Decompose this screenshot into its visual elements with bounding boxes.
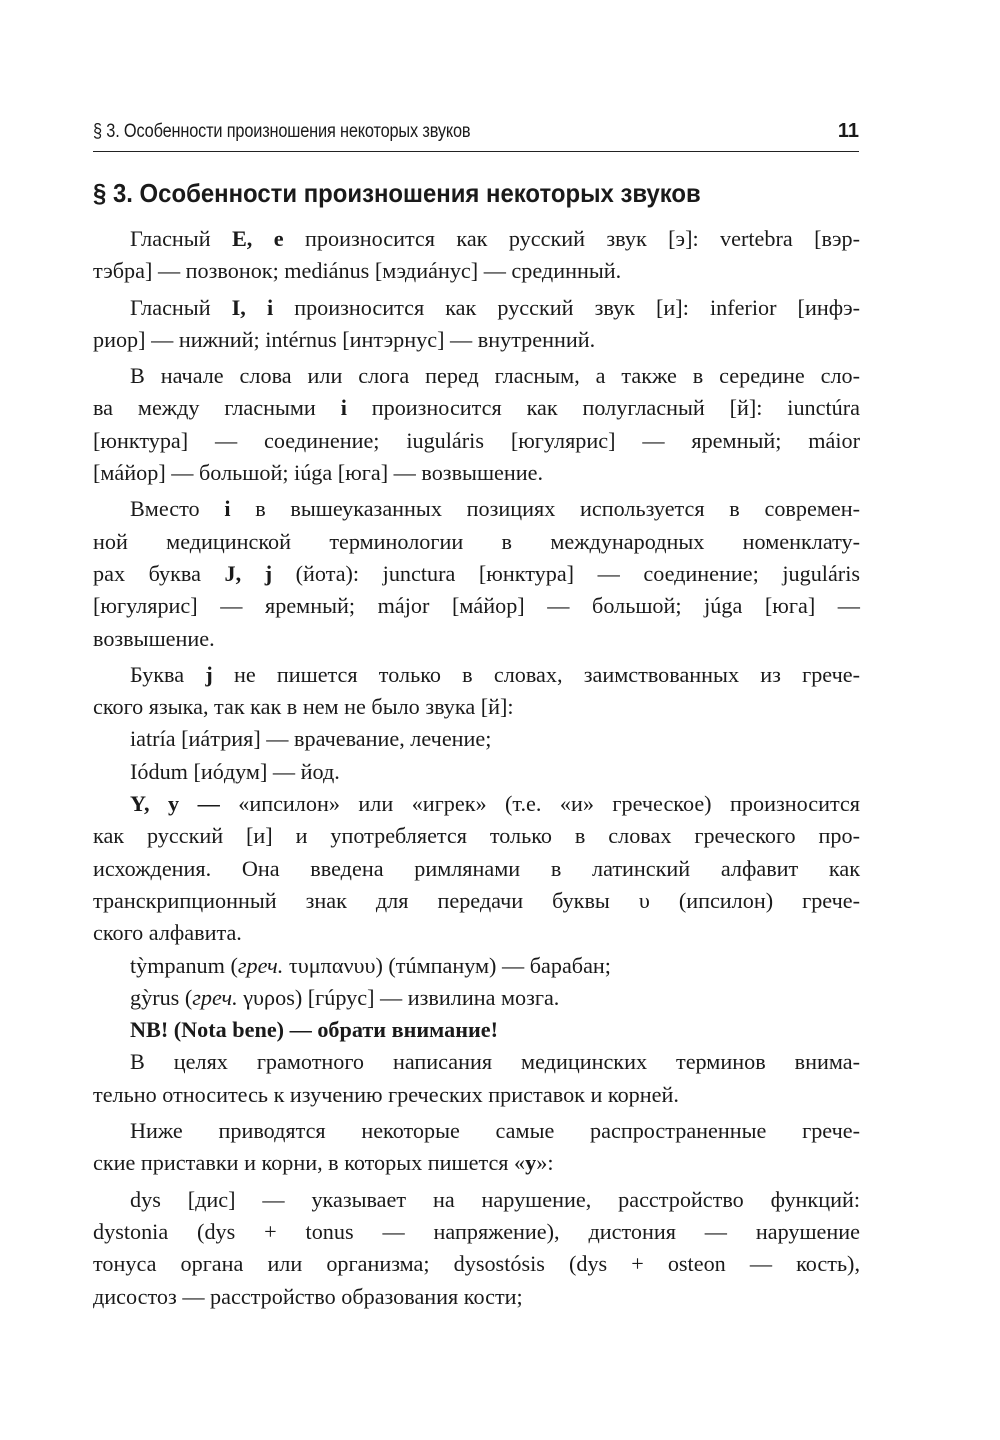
text-run: ной медицинской терминологии в международных номенклату- (93, 528, 860, 554)
text-line (93, 590, 860, 622)
body-text (93, 223, 860, 1313)
text-line (93, 1014, 860, 1046)
text-line (93, 392, 860, 424)
text-run: произносится как полугласный [й]: iunctúra (346, 395, 860, 421)
text-line (93, 723, 860, 755)
text-line (93, 1248, 860, 1280)
text-line (93, 691, 860, 723)
text-run: «ипсилон» или «игрек» (т.е. «и» греческое) произносится (219, 791, 860, 817)
bold-term: y (525, 1150, 537, 1176)
text-line (93, 457, 860, 489)
text-line (93, 982, 860, 1014)
text-run: gỳrus ( (130, 984, 193, 1010)
text-line (93, 1184, 860, 1216)
text-run: [юнктура] — соединение; iuguláris [югулярис] — яремный; máior (93, 427, 860, 453)
bold-term: E, e (232, 226, 284, 251)
text-run: [мáйор] — большой; iúga [юга] — возвышение. (93, 460, 544, 486)
text-line (93, 1079, 860, 1111)
text-line (93, 360, 860, 392)
text-line (93, 1216, 860, 1248)
bold-term: J, j (224, 560, 273, 586)
bold-term: i (340, 395, 347, 421)
bold-term: I, i (231, 294, 274, 320)
text-run: Ниже приводятся некоторые самые распространенные грече- (130, 1118, 860, 1144)
text-line (93, 1046, 860, 1078)
text-line (93, 1115, 860, 1147)
text-run: Вместо (130, 496, 225, 522)
text-run: рах буква (93, 560, 225, 586)
text-run: возвышение. (93, 625, 215, 651)
text-run: iatría [иáтрия] — врачевание, лечение; (130, 726, 492, 752)
text-run: γυρos) [гúрус] — извилина мозга. (237, 984, 560, 1010)
text-line (93, 756, 860, 788)
bold-term: NB! (Nota bene) — обрати внимание! (130, 1017, 499, 1043)
text-run: »: (536, 1150, 554, 1176)
text-line (93, 324, 860, 356)
text-run: В начале слова или слога перед гласным, а также в середине сло- (130, 363, 860, 389)
text-line (93, 853, 860, 885)
text-run: Iódum [иóдум] — йод. (130, 758, 340, 784)
text-line (93, 1281, 860, 1313)
text-run: dys [дис] — указывает на нарушение, расстройство функций: (130, 1186, 860, 1212)
text-run: [югулярис] — яремный; májor [мáйор] — большой; júga [юга] — (93, 593, 860, 619)
text-run: не пишется только в словах, заимствованных из грече- (212, 661, 860, 687)
text-line (93, 917, 860, 949)
text-line (93, 493, 860, 525)
italic-term: греч. (192, 984, 238, 1010)
text-run: ского алфавита. (93, 920, 242, 946)
text-line (93, 292, 860, 324)
text-run: тэбра] — позвонок; mediánus [мэдиáнус] — срединный. (93, 258, 622, 284)
text-line (93, 820, 860, 852)
section-title: § 3. Особенности произношения некоторых звуков (93, 178, 701, 208)
running-head-title: § 3. Особенности произношения некоторых звуков (93, 121, 471, 142)
text-run: Гласный (130, 226, 232, 251)
text-run: ва между гласными (93, 395, 341, 421)
text-run: транскрипционный знак для передачи буквы υ (ипсилон) грече- (93, 887, 860, 913)
text-run: dystonia (dys + tonus — напряжение), дистония — нарушение (93, 1218, 860, 1244)
text-run: произносится как русский звук [э]: vertebra [вэр- (283, 226, 860, 251)
bold-term: j (205, 661, 213, 687)
text-run: произносится как русский звук [и]: inferior [инфэ- (273, 294, 860, 320)
text-line (93, 623, 860, 655)
text-run: в вышеуказанных позициях используется в современ- (230, 496, 860, 522)
italic-term: греч. (237, 952, 284, 978)
bold-term: Y, y — (130, 791, 220, 817)
text-run: τυμπανυυ) (тúмпанум) — барабан; (283, 952, 611, 978)
text-run: Буква (130, 661, 206, 687)
text-line (93, 526, 860, 558)
text-line (93, 659, 860, 691)
bold-term: i (224, 496, 231, 522)
text-line (93, 788, 860, 820)
text-run: дисостоз — расстройство образования кости; (93, 1283, 523, 1309)
text-run: тельно относитесь к изучению греческих приставок и корней. (93, 1081, 679, 1107)
text-run: (йота): junctura [юнктура] — соединение; juguláris (272, 560, 860, 586)
text-line (93, 223, 860, 255)
text-run: ские приставки и корни, в которых пишется « (93, 1150, 526, 1176)
text-run: Гласный (130, 294, 232, 320)
page-number: 11 (837, 120, 859, 142)
text-run: ского языка, так как в нем не было звука [й]: (93, 694, 514, 720)
text-run: риор] — нижний; intérnus [интэрнус] — внутренний. (93, 326, 596, 352)
text-run: тонуса органа или организма; dysostósis (dys + osteon — кость), (93, 1251, 860, 1277)
text-line (93, 255, 860, 287)
text-line (93, 1147, 860, 1179)
text-run: исхождения. Она введена римлянами в латинский алфавит как (93, 855, 860, 881)
text-line (93, 558, 860, 590)
running-head (93, 117, 859, 152)
text-run: как русский [и] и употребляется только в словах греческого про- (93, 823, 860, 849)
text-line (93, 425, 860, 457)
text-line (93, 885, 860, 917)
text-run: tỳmpanum ( (130, 952, 238, 978)
text-run: В целях грамотного написания медицинских терминов внима- (130, 1049, 860, 1075)
text-line (93, 950, 860, 982)
